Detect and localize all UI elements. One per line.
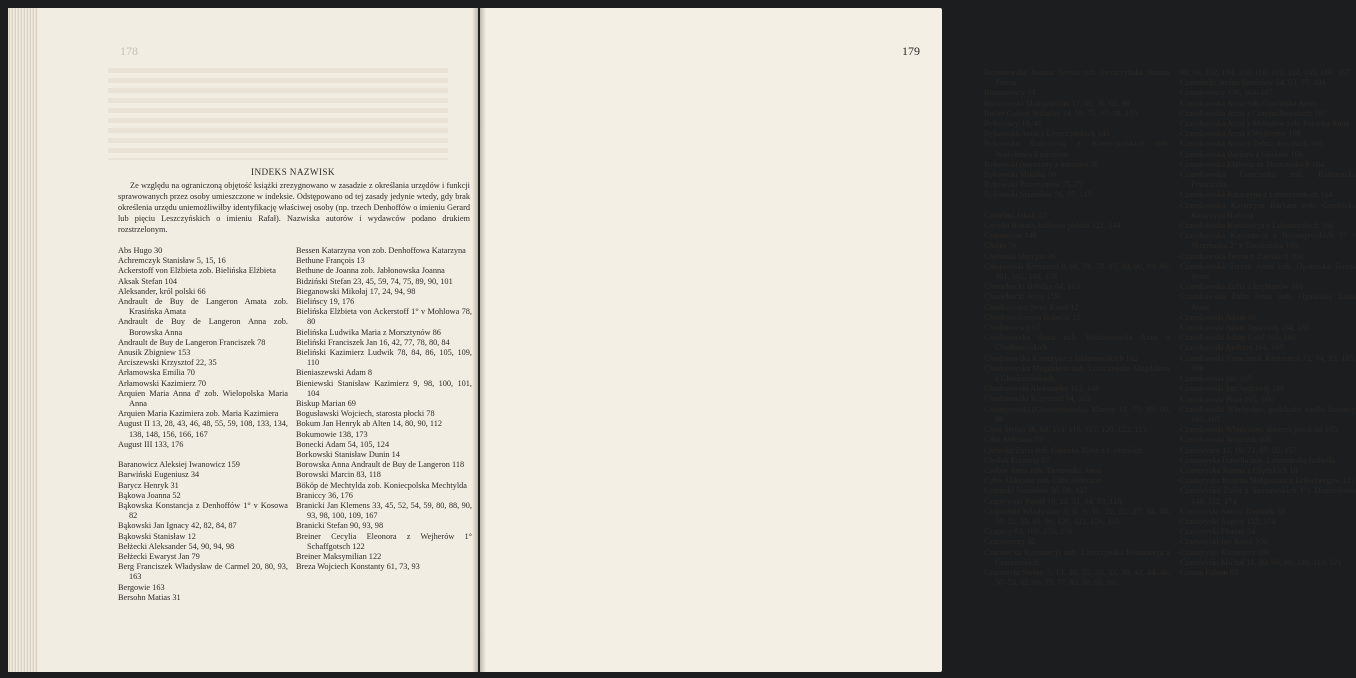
- index-entry: Czarnkowski Piotr 165, 166: [1180, 394, 1274, 404]
- index-entry: Czarnkowski Jan 165: [1180, 374, 1252, 384]
- index-entry: Czarnkowska Anna zob. Opalińska Anna: [1180, 98, 1317, 108]
- index-entry: Bykowski Stanisław 76, 77, 145: [984, 190, 1092, 200]
- index-entry: Bąkowski Jan Ignacy 42, 82, 84, 87: [118, 521, 237, 531]
- index-entry: Aleksander, król polski 66: [118, 286, 206, 296]
- index-entry: Borowski Marcin 83, 118: [296, 470, 381, 480]
- index-entry: Cielecka Zofia zob. Gnińska Zofia z Cieleckich: [984, 445, 1143, 455]
- show-through-text: [108, 68, 448, 160]
- index-entry: Brzozowscy 34: [984, 88, 1036, 98]
- index-entry: Branicki Jan Klemens 33, 45, 52, 54, 59, 80, 88, 90, 93, 98, 100, 109, 167: [296, 501, 472, 521]
- index-entry: Czartoryska Izabella zob. Lubomirska Izabella: [1180, 455, 1336, 465]
- index-entry: Bielińscy 19, 176: [296, 297, 355, 307]
- index-entry: Bykowska Anna z Leszczyńskich 145: [984, 129, 1110, 139]
- index-entry: Czaplewski Paweł 16, 23, 31, 64, 83, 118: [984, 496, 1122, 506]
- index-entry: Bethune de Joanna zob. Jabłonowska Joanna: [296, 266, 445, 276]
- index-intro: Ze względu na ograniczoną objętość książki zrezygnowano w zasadzie z określania urzędów i funkcji sprawowanych przez osoby umieszczone w indeksie. Odstępowano od tej zasady jedynie wtedy, gdy brak określenia urzędu uniemożliwiłby identyfikację właściwej osoby (np. trzech Denhoffów o imieniu Gerard lub pięciu Leszczyńskich o imieniu Rafał). Nazwiska autorów i wydawców podano drukiem rozstrzelonym.: [118, 181, 470, 234]
- index-entry: Bełżecki Aleksander 54, 90, 94, 98: [118, 541, 235, 551]
- index-entry: Czarnkowski Władysław, starosta pyzdrski 165: [1180, 425, 1338, 435]
- index-entry: Czarnkowska Franciszka zob. Radomicka Franciszka: [1180, 170, 1356, 190]
- index-entry: Czarnkowska Anna z Grzymułtowskich 167: [1180, 108, 1327, 118]
- index-entry: Bąkowski Stanisław 12: [118, 531, 196, 541]
- index-entry: Bököp de Mechtylda zob. Koniecpolska Mechtylda: [296, 480, 467, 490]
- index-entry: Achremczyk Stanisław 5, 15, 16: [118, 256, 226, 266]
- index-entry: Bykowski Przemysław 75–77: [984, 180, 1084, 190]
- index-entry: Chaim 56: [984, 241, 1017, 251]
- index-entry: Csobor Anna zob. Tarnowska Anna: [984, 465, 1102, 475]
- index-entry: Cecylia Renata, królowa polska 121, 144: [984, 221, 1121, 231]
- index-entry: Czarnkowska Anna z Wejherów 166: [1180, 129, 1301, 139]
- index-entry: Branicki Stefan 90, 93, 98: [296, 521, 384, 531]
- index-entry: Bieniewski Stanisław Kazimierz 9, 98, 100, 101, 104: [296, 378, 472, 398]
- index-entry: Czema Fabian 83: [1180, 567, 1239, 577]
- index-entry: Bieliński Franciszek Jan 16, 42, 77, 78, 80, 84: [296, 337, 450, 347]
- index-entry: Czarnkowski Wojciech 166: [1180, 435, 1272, 445]
- index-entry: Czarniecki Stefan Stanisław 54, 93, 77, 104: [1180, 78, 1326, 88]
- index-entry: Andrault de Buy de Langeron Amata zob. Krasińska Amata: [118, 297, 288, 317]
- index-entry: Czarnkowska Barbara z Górków 166: [1180, 149, 1304, 159]
- index-entry: Bogusławski Wojciech, starosta płocki 78: [296, 409, 435, 419]
- index-entry: Czarnkowska Teresa z Zaleskich 166: [1180, 251, 1304, 261]
- index-entry: Ackerstoff von Elżbieta zob. Bielińska Elżbieta: [118, 266, 276, 276]
- index-entry: Czartoryscy 15, 19, 71, 87, 92, 157: [1180, 445, 1297, 455]
- index-entry: Bokumowie 138, 173: [296, 429, 368, 439]
- index-entry: Czarnkowski Andrzej 164, 165: [1180, 343, 1284, 353]
- index-spacer: [118, 450, 288, 460]
- index-entry: Czartoryski August 152, 174: [1180, 516, 1276, 526]
- index-entry: August III 133, 176: [118, 439, 184, 449]
- index-entry: Czartoryski Florian 54: [1180, 527, 1256, 537]
- index-entry: Baranowicz Aleksiej Iwanowicz 159: [118, 460, 240, 470]
- index-entry: Czapliński Władysław 5, 6, 9, 11, 22, 25, 27, 34, 48, 50, 52, 53, 65, 96, 120, 121, 126, 135: [984, 506, 1170, 526]
- index-entry: Czarnkowski Adam Sędziwój 164, 165: [1180, 323, 1310, 333]
- index-entry: Czartoryski Jan Karol 100: [1180, 537, 1268, 547]
- right-page: [480, 8, 1356, 672]
- index-entry: August II 13, 28, 43, 46, 48, 55, 59, 108, 133, 134, 138, 148, 156, 166, 167: [118, 419, 288, 439]
- index-entry: Arłamowska Emilia 70: [118, 368, 195, 378]
- index-entry: Bełżecki Ewaryst Jan 79: [118, 552, 200, 562]
- index-entry: Chodkiewiczowa Izabella 12: [984, 312, 1081, 322]
- index-entry: Czartoryska Joanna z Olędzkich 18: [1180, 465, 1298, 475]
- index-title: INDEKS NAZWISK: [251, 167, 335, 177]
- index-entry: Czarnkowski Adam 86: [1180, 312, 1257, 322]
- index-entry: Bokum Jan Henryk ab Alten 14, 80, 90, 112: [296, 419, 443, 429]
- index-entry: Cynarski Stanisław 56, 88, 127: [984, 486, 1088, 496]
- index-entry: Czarnkowska Elżbieta ze Zborowskich 164: [1180, 159, 1325, 169]
- index-entry: Brzozowski Maksymilian 17, 35, 36, 62, 98: [984, 98, 1130, 108]
- index-entry: Bąkowa Joanna 52: [118, 490, 181, 500]
- index-entry: Czarnkowska Anna z Zebrzydowskich 166: [1180, 139, 1323, 149]
- index-entry: Czarnkowski Jan Sędziwój 166: [1180, 384, 1285, 394]
- index-entry: Bykowski (nieznany z imienia) 76: [984, 159, 1099, 169]
- index-entry: Czarnkowska Katarzyna Barbara zob. Gembicka Katarzyna Barbara: [1180, 200, 1356, 220]
- index-entry: Czartoryska Zofia z Sieniawskich 1°v Denhoffowa 148, 152, 174: [1180, 486, 1356, 506]
- index-entry: Chomętowski,(Chomentowski) Marcin 18, 77, 89, 90, 98: [984, 404, 1170, 424]
- index-entry: Bykowska Eufrozyna z Koniecpolskich zob. Wężykowa Eufrozyna: [984, 139, 1170, 159]
- index-entry: Czarnkowski Adam Uriel 165, 166: [1180, 333, 1296, 343]
- index-entry: Czarnkowski Władysław, podskarbi wielki koronny 165–167: [1180, 404, 1356, 424]
- index-entry: Bieniaszewski Adam 8: [296, 368, 373, 378]
- index-entry: Biskup Marian 69: [296, 399, 356, 409]
- index-entry: Bielińska Elżbieta von Ackerstoff 1° v Mohlowa 78, 80: [296, 307, 472, 327]
- index-entry: Cieślak Edmund 87: [984, 455, 1050, 465]
- index-entry: Andrault de Buy de Langeron Franciszek 78: [118, 337, 266, 347]
- left-page-number: 178: [120, 44, 138, 58]
- index-entry: Borowska Anna Andrault de Buy de Langeron 118: [296, 460, 465, 470]
- index-entry: Bessen Katarzyna von zob. Denhoffowa Katarzyna: [296, 246, 466, 255]
- index-spacer: [984, 201, 1170, 211]
- index-entry: Chmielnicki Jerzy 159: [984, 292, 1060, 302]
- index-entry: Braniccy 36, 176: [296, 490, 353, 500]
- index-entry: Czarnkowska Konstancja z Niemojewskich 1° v Skrzetuska 2° v Grudzińska 166: [1180, 231, 1356, 251]
- index-entry: Czarniecki Stefan 7, 13, 20, 25, 29, 33, 38, 42, 44–46, 50–53, 62, 66, 75, 77, 83, 88, 90, 93,: [984, 567, 1170, 588]
- index-entry: Chmielnicki Bohdan 64, 103: [984, 282, 1080, 292]
- index-entry: Czarnkowska Zofia z Herburtów 166: [1180, 282, 1304, 292]
- book-gutter: [472, 8, 486, 672]
- index-entry: Bieliński Kazimierz Ludwik 78, 84, 86, 105, 109, 110: [296, 348, 472, 368]
- index-column: [296, 246, 472, 573]
- index-entry: Czarnkowska Anna z Mohylów zob. Potocka Anna: [1180, 119, 1350, 129]
- index-entry: Ciara Stefan 46, 64, 114, 116, 117, 120, 122, 123: [984, 425, 1147, 435]
- book-spread: [8, 8, 1356, 672]
- index-entry: Czarnkowska Teresa Anna zob. Opalińska Teresa Anna: [1180, 261, 1356, 282]
- index-entry: Abs Hugo 30: [118, 246, 163, 255]
- index-entry: Bykowski Mikołaj 80: [984, 170, 1057, 180]
- index-entry: Aksak Stefan 104: [118, 276, 177, 286]
- index-entry: Czarnkowska Konstancja z Lubomirskich 166: [1180, 221, 1334, 231]
- index-entry: Andrault de Buy de Langeron Anna zob. Borowska Anna: [118, 317, 288, 337]
- index-entry: Barycz Henryk 31: [118, 480, 179, 490]
- index-entry: Czartoryski Michał 18, 80, 90, 98, 100, 113, 121: [1180, 557, 1342, 567]
- index-entry: Bąkowska Konstancja z Denhoffów 1° v Kosowa 82: [118, 501, 288, 521]
- index-entry: Arciszewski Krzysztof 22, 35: [118, 358, 217, 368]
- index-entry: Berg Franciszek Władysław de Carmel 20, 80, 93, 163: [118, 562, 288, 582]
- index-entry: Bielińska Ludwika Maria z Morsztynów 86: [296, 327, 441, 337]
- index-entry: Czarnkowski Franciszek Kazimierz 72, 74, 83, 165, 166: [1180, 353, 1356, 373]
- index-entry: Cibo Alderano 57: [984, 435, 1043, 445]
- index-entry: Bonecki Adam 54, 105, 124: [296, 439, 390, 449]
- index-column: [1180, 68, 1356, 578]
- index-entry: Czartoryski Kazimierz 100: [1180, 547, 1270, 557]
- index-entry: Anusik Zbigniew 153: [118, 348, 191, 358]
- index-column: [984, 68, 1170, 588]
- index-entry: Breiner Cecylia Eleonora z Wejherów 1° Schaffgotsch 122: [296, 531, 472, 551]
- index-entry: Chełmski Marcjan 36: [984, 251, 1056, 261]
- index-entry: Arquien Maria Kazimiera zob. Maria Kazimiera: [118, 409, 279, 419]
- index-entry: Bergowie 163: [118, 582, 165, 592]
- index-entry: Czartoryski Antoni Dominik 63: [1180, 506, 1286, 516]
- index-entry: 98, 99, 102, 104, 109, 110, 113, 124, 145, 166, 167: [1180, 68, 1350, 77]
- index-entry: Czarniecczy 42: [984, 537, 1036, 547]
- index-entry: Czapscy 93, 169, 170, 176: [984, 527, 1073, 537]
- right-page-number: 179: [902, 44, 920, 58]
- index-entry: Brzostowska Joanna Teresa zob. Leszczyńska Joanna Teresa: [984, 68, 1170, 88]
- index-entry: Czarniecka Konstancja zob. Leszczyńska Konstancja z Czarnieckich: [984, 547, 1170, 567]
- index-entry: Chłapowski Krzysztof 8, 66, 71, 78, 87, 88, 90, 93, 96, 101, 102, 168, 176: [984, 261, 1170, 282]
- index-entry: Chodorowska Katarzyna z Jabłonowskich 102: [984, 353, 1138, 363]
- index-entry: Cetnerowie 146: [984, 231, 1037, 241]
- index-entry: Cantelmi Jakub 57: [984, 210, 1047, 220]
- index-entry: Czartoryska Rozyna Małgorzata z Eckenbergów 121: [1180, 476, 1356, 486]
- index-entry: Chodkiewicz Jerzy Karol 12: [984, 302, 1079, 312]
- index-entry: Chodorowscy 65: [984, 323, 1041, 333]
- index-entry: Czarnkowska Katarzyna z Leszczyńskich 164: [1180, 190, 1333, 200]
- page-edge-stack: [8, 8, 38, 672]
- index-entry: Chodorowski Aleksander 102, 146: [984, 384, 1100, 394]
- index-column: [118, 246, 288, 603]
- index-entry: Arquien Maria Anna d' zob. Wielopolska Maria Anna: [118, 388, 288, 409]
- index-entry: Bykowscy 18, 41: [984, 119, 1042, 129]
- index-entry: Chodorowska Magdalena zob. Leszczyńska Magdalena z Chodorowskich: [984, 363, 1170, 384]
- index-entry: Borkowski Stanisław Dunin 14: [296, 450, 400, 460]
- index-entry: Chodorowski Krzysztof 64, 102: [984, 394, 1091, 404]
- index-entry: Czarnkowska Zofia Anna zob. Opalińska Zofia Anna: [1180, 292, 1356, 312]
- index-entry: Breiner Maksymilian 122: [296, 552, 382, 562]
- index-entry: Arłamowski Kazimierz 70: [118, 378, 207, 388]
- left-page: [8, 8, 478, 672]
- index-entry: Bethune François 13: [296, 256, 365, 266]
- index-entry: Bieganowski Mikołaj 17, 24, 94, 98: [296, 286, 416, 296]
- index-entry: Breza Wojciech Konstanty 61, 73, 93: [296, 562, 420, 572]
- index-entry: Czarnkowscy 138, 164–167: [1180, 88, 1273, 98]
- index-entry: Bersohn Matias 31: [118, 592, 181, 602]
- index-entry: Chodorowska Anna zob. Wiśniowiecka Anna z Chodorowskich: [984, 333, 1170, 353]
- index-entry: Butler Gotard Wilhelm 34, 50, 75, 87, 98, 105: [984, 108, 1138, 118]
- index-entry: Cybo Alderano zob. Cibo Alderano: [984, 476, 1102, 486]
- index-entry: Barwiński Eugeniusz 34: [118, 470, 200, 480]
- index-entry: Bidziński Stefan 23, 45, 59, 74, 75, 89, 90, 101: [296, 276, 453, 286]
